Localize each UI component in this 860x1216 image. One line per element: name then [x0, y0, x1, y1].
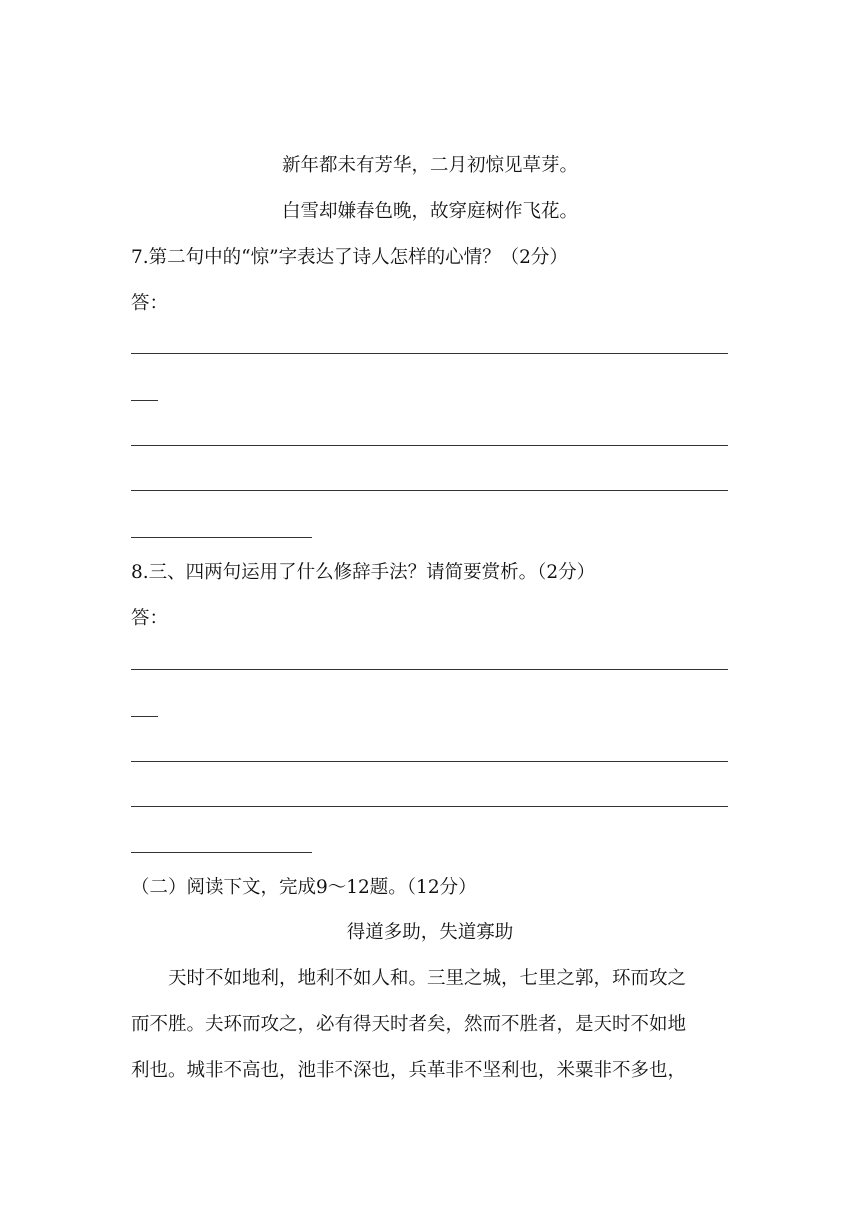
question-7: 7.第二句中的“惊”字表达了诗人怎样的心情？（2分） — [131, 247, 568, 268]
answer-line — [131, 852, 312, 853]
answer-line — [131, 490, 728, 491]
answer-line — [131, 537, 312, 538]
answer-line — [131, 806, 728, 807]
answer-line — [131, 669, 728, 670]
section-2-heading: （二）阅读下文，完成9～12题。（12分） — [131, 877, 477, 898]
poem-line-1: 新年都未有芳华，二月初惊见草芽。 — [281, 155, 578, 176]
passage-line: 利也。城非不高也，池非不深也，兵革非不坚利也，米粟非不多也， — [131, 1060, 687, 1081]
answer-line — [131, 445, 728, 446]
answer-line — [131, 353, 728, 354]
question-8: 8.三、四两句运用了什么修辞手法？请简要赏析。（2分） — [131, 562, 596, 583]
answer-line — [131, 400, 158, 401]
passage-line: 而不胜。夫环而攻之，必有得天时者矣，然而不胜者，是天时不如地 — [131, 1014, 687, 1035]
answer-label-8: 答： — [131, 608, 169, 629]
poem-line-2: 白雪却嫌春色晚，故穿庭树作飞花。 — [281, 201, 578, 222]
answer-line — [131, 761, 728, 762]
answer-label-7: 答： — [131, 293, 169, 314]
answer-line — [131, 716, 158, 717]
passage-line: 天时不如地利，地利不如人和。三里之城，七里之郭，环而攻之 — [168, 968, 687, 989]
passage-title: 得道多助，失道寡助 — [346, 922, 514, 943]
